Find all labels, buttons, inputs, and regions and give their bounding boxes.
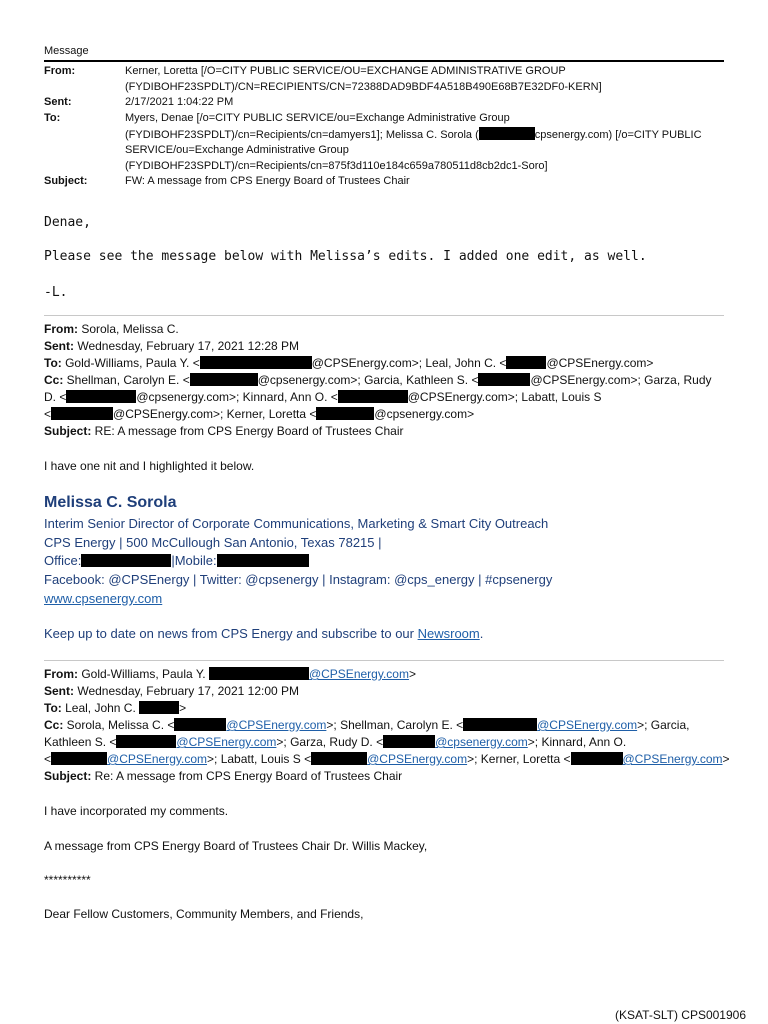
- header-to-row: [44, 111, 734, 175]
- redaction-block: [338, 390, 408, 403]
- newsroom-link[interactable]: Newsroom: [417, 626, 480, 641]
- email2-subject: [44, 768, 402, 785]
- header-from-value: [125, 64, 725, 95]
- email2-stars: **********: [44, 873, 91, 887]
- email2-cc-line-2: [44, 734, 626, 751]
- redaction-block: [311, 752, 367, 765]
- email2-cc3-f: >: [722, 752, 730, 766]
- redaction-block: [174, 718, 226, 731]
- email1-from-key: From:: [44, 322, 78, 336]
- newsletter-period: .: [479, 626, 484, 641]
- header-to-line-2b: cpsenergy.com) [/o=CITY PUBLIC: [534, 128, 702, 141]
- intro-sign: -L.: [44, 285, 68, 300]
- redaction-block: [66, 390, 136, 403]
- header-from-line-2: (FYDIBOHF23SPDLT)/CN=RECIPIENTS/CN=72388DAD9BDF4A518B490E68B7E32DF0-KERN]: [125, 80, 602, 93]
- signature-address: CPS Energy | 500 McCullough San Antonio, Texas 78215 |: [44, 535, 382, 550]
- email2-cc2-e: >; Kinnard, Ann O.: [527, 735, 627, 749]
- header-sent-row: [44, 95, 724, 111]
- email2-cc-email-link[interactable]: @CPSEnergy.com: [107, 752, 208, 766]
- signature-office-label: Office:: [44, 553, 82, 568]
- email1-to: [44, 355, 653, 372]
- email1-cc2-a: D. <: [44, 390, 67, 404]
- redaction-block: [478, 373, 530, 386]
- email2-cc-c: >; Shellman, Carolyn E. <: [326, 718, 464, 732]
- email2-body-1: I have incorporated my comments.: [44, 804, 229, 818]
- header-from-key: From:: [44, 65, 76, 77]
- email2-to: [44, 700, 186, 717]
- email1-from-value: Sorola, Melissa C.: [78, 322, 179, 336]
- email2-to-a: Leal, John C.: [61, 701, 140, 715]
- email1-cc-key: Cc:: [44, 373, 64, 387]
- email1-to-a: Gold-Williams, Paula Y. <: [61, 356, 200, 370]
- header-from-row: [44, 64, 724, 96]
- email2-cc-key: Cc:: [44, 718, 64, 732]
- redaction-block: [383, 735, 435, 748]
- website-link[interactable]: www.cpsenergy.com: [44, 591, 163, 606]
- email2-sent-key: Sent:: [44, 684, 74, 698]
- redaction-block: [479, 127, 535, 140]
- newsletter-text: Keep up to date on news from CPS Energy and subscribe to our: [44, 626, 418, 641]
- header-to-value: [125, 111, 725, 174]
- signature-newsletter: [44, 626, 483, 641]
- email2-cc2-a: Kathleen S. <: [44, 735, 117, 749]
- email2-cc-line-1: [44, 717, 689, 734]
- email2-to-key: To:: [44, 701, 62, 715]
- header-to-line-2a: (FYDIBOHF23SPDLT)/cn=Recipients/cn=damyers1]; Melissa C. Sorola (: [125, 128, 479, 141]
- header-sent-key: Sent:: [44, 96, 72, 108]
- email1-cc3-c: @cpsenergy.com>: [374, 407, 475, 421]
- intro-body: Please see the message below with Melissa’s edits. I added one edit, as well.: [44, 249, 647, 264]
- email1-cc-c: @CPSEnergy.com>; Garza, Rudy: [530, 373, 712, 387]
- email2-cc-line-3: [44, 751, 730, 768]
- email2-subject-key: Subject:: [44, 769, 92, 783]
- redaction-block: [463, 718, 537, 731]
- header-divider: [44, 60, 724, 62]
- email1-cc2-c: @CPSEnergy.com>; Labatt, Louis S: [407, 390, 602, 404]
- email2-cc-e: >; Garcia,: [637, 718, 690, 732]
- email2-from-email-link[interactable]: @CPSEnergy.com: [308, 667, 409, 681]
- email1-cc3-a: <: [44, 407, 52, 421]
- redaction-block: [51, 752, 107, 765]
- email2-cc2-c: >; Garza, Rudy D. <: [276, 735, 384, 749]
- redaction-block: [139, 701, 179, 714]
- signature-title: Interim Senior Director of Corporate Communications, Marketing & Smart City Outreach: [44, 516, 549, 531]
- header-to-line-2: [125, 127, 725, 144]
- email2-from: [44, 666, 416, 683]
- email2-body-2: A message from CPS Energy Board of Trustees Chair Dr. Willis Mackey,: [44, 839, 428, 853]
- header-to-line-3: SERVICE/ou=Exchange Administrative Group: [125, 144, 349, 156]
- intro-greeting: Denae,: [44, 215, 91, 230]
- email1-subject-key: Subject:: [44, 424, 92, 438]
- header-to-key: To:: [44, 112, 61, 124]
- redaction-block: [200, 356, 312, 369]
- email1-cc-line-2: [44, 389, 601, 406]
- email2-cc-email-link[interactable]: @CPSEnergy.com: [622, 752, 723, 766]
- email1-to-key: To:: [44, 356, 62, 370]
- email2-to-b: >: [179, 701, 187, 715]
- redaction-block: [316, 407, 374, 420]
- email2-cc-email-link[interactable]: @CPSEnergy.com: [537, 718, 638, 732]
- redaction-block: [217, 554, 309, 567]
- redaction-block: [209, 667, 309, 680]
- redaction-block: [81, 554, 171, 567]
- email1-subject: [44, 423, 403, 440]
- email1-cc2-b: @cpsenergy.com>; Kinnard, Ann O. <: [136, 390, 338, 404]
- email1-cc-line-3: [44, 406, 474, 423]
- redaction-block: [571, 752, 623, 765]
- bates-number: (KSAT-SLT) CPS001906: [615, 1008, 746, 1022]
- email2-cc-email-link[interactable]: @CPSEnergy.com: [226, 718, 327, 732]
- email2-cc3-b: >; Labatt, Louis S <: [207, 752, 312, 766]
- email1-cc3-b: @CPSEnergy.com>; Kerner, Loretta <: [113, 407, 317, 421]
- email2-divider: [44, 660, 724, 661]
- email2-body-3: Dear Fellow Customers, Community Members, and Friends,: [44, 907, 364, 921]
- email2-cc-email-link[interactable]: @CPSEnergy.com: [367, 752, 468, 766]
- email2-sent: [44, 683, 299, 700]
- email2-cc-email-link[interactable]: @CPSEnergy.com: [176, 735, 277, 749]
- redaction-block: [116, 735, 176, 748]
- header-to-line-1: Myers, Denae [/o=CITY PUBLIC SERVICE/ou=Exchange Administrative Group: [125, 112, 510, 124]
- email1-from: [44, 321, 179, 338]
- header-subject-row: [44, 174, 724, 190]
- email2-from-key: From:: [44, 667, 78, 681]
- redaction-block: [506, 356, 546, 369]
- signature-phones: [44, 553, 309, 568]
- signature-social: Facebook: @CPSEnergy | Twitter: @cpsenergy | Instagram: @cps_energy | #cpsenergy: [44, 572, 553, 587]
- email1-sent: [44, 338, 299, 355]
- header-from-line-1: Kerner, Loretta [/O=CITY PUBLIC SERVICE/OU=EXCHANGE ADMINISTRATIVE GROUP: [125, 65, 566, 77]
- signature-website: [44, 591, 162, 606]
- header-subject-key: Subject:: [44, 175, 88, 187]
- email1-sent-value: Wednesday, February 17, 2021 12:28 PM: [74, 339, 300, 353]
- header-subject-value: FW: A message from CPS Energy Board of Trustees Chair: [125, 175, 410, 187]
- signature-name: Melissa C. Sorola: [44, 494, 177, 511]
- email1-sent-key: Sent:: [44, 339, 74, 353]
- email1-divider: [44, 315, 724, 316]
- email1-to-c: @CPSEnergy.com>: [546, 356, 654, 370]
- email2-from-c: >: [408, 667, 416, 681]
- email2-from-a: Gold-Williams, Paula Y.: [78, 667, 209, 681]
- redaction-block: [190, 373, 258, 386]
- email2-cc3-d: >; Kerner, Loretta <: [467, 752, 571, 766]
- email2-sent-value: Wednesday, February 17, 2021 12:00 PM: [74, 684, 300, 698]
- email2-cc-a: Sorola, Melissa C. <: [63, 718, 175, 732]
- email1-to-b: @CPSEnergy.com>; Leal, John C. <: [311, 356, 507, 370]
- email2-cc3-a: <: [44, 752, 52, 766]
- email2-subject-value: Re: A message from CPS Energy Board of Trustees Chair: [91, 769, 403, 783]
- signature-mobile-label: |Mobile:: [171, 553, 217, 568]
- email1-subject-value: RE: A message from CPS Energy Board of Trustees Chair: [91, 424, 404, 438]
- header-sent-value: 2/17/2021 1:04:22 PM: [125, 96, 234, 108]
- redaction-block: [51, 407, 113, 420]
- message-label: Message: [44, 45, 89, 57]
- email1-body: I have one nit and I highlighted it below.: [44, 459, 255, 473]
- email2-cc-email-link[interactable]: @cpsenergy.com: [435, 735, 528, 749]
- email1-cc-b: @cpsenergy.com>; Garcia, Kathleen S. <: [257, 373, 479, 387]
- email1-cc-line-1: [44, 372, 712, 389]
- header-to-line-4: (FYDIBOHF23SPDLT)/cn=Recipients/cn=875f3d110e184c659a780511d8cb2dc1-Soro]: [125, 159, 548, 172]
- email1-cc-a: Shellman, Carolyn E. <: [63, 373, 190, 387]
